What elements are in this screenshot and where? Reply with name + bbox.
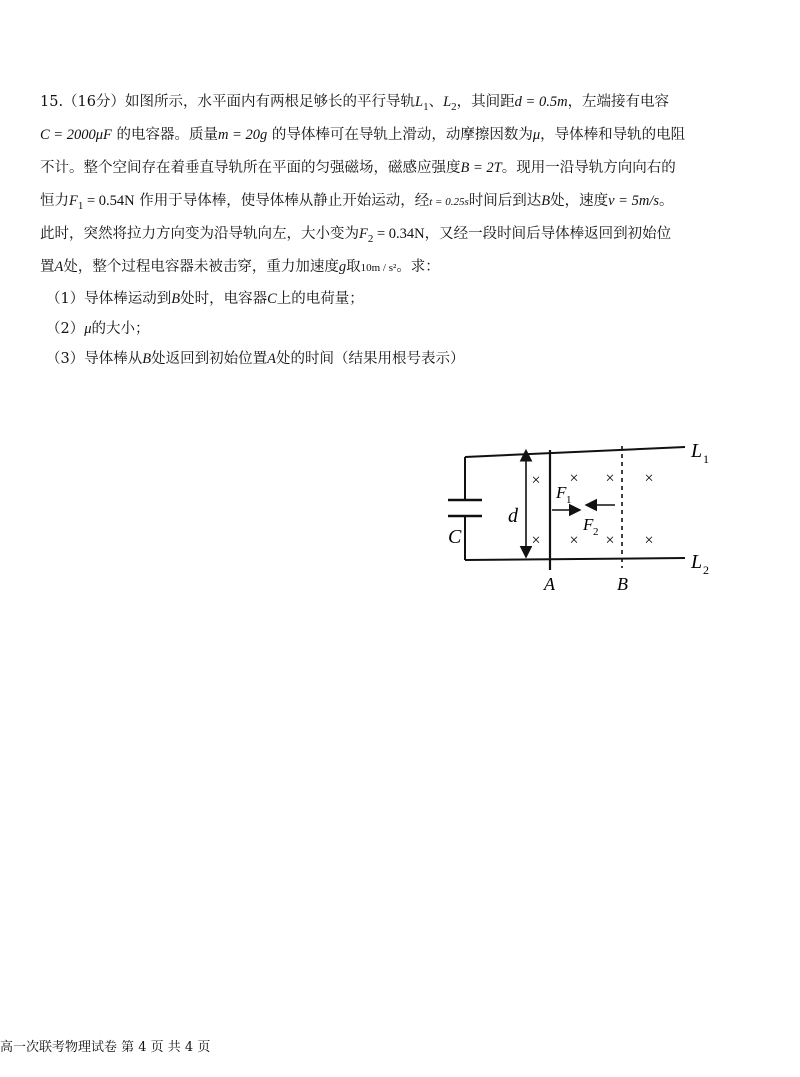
label-l2: L: [691, 551, 703, 573]
capacitance-value: C = 2000μF: [40, 127, 112, 143]
problem-line-4: 恒力$F_1 = 0.54N$ 作用于导体棒，使导体棒从静止开始运动，经t = 0.25s时间后到达B处，速度v = 5m/s。: [40, 193, 674, 212]
mass-value: m = 20g: [217, 127, 268, 143]
field-cross: ×: [569, 532, 579, 549]
label-f1-sub: 1: [566, 494, 572, 506]
label-l1-sub: 1: [703, 452, 709, 466]
label-b: B: [617, 574, 628, 594]
rail-l1: [465, 447, 685, 457]
field-cross: ×: [605, 532, 615, 549]
field-cross: ×: [644, 532, 654, 549]
problem-line-2: C = 2000μF 的电容器。质量m = 20g 的导体棒可在导轨上滑动，动摩擦因数为μ，导体棒和导轨的电阻: [40, 127, 686, 143]
question-2: （2）μ的大小；: [46, 321, 150, 337]
label-f2: F: [583, 515, 594, 534]
label-c: C: [448, 526, 462, 548]
force1-value: = 0.54N: [83, 193, 135, 209]
gravity-value: 10m / s²: [360, 262, 397, 274]
rail-l2: [465, 558, 685, 560]
field-strength-value: B = 2T: [460, 160, 502, 176]
field-cross: ×: [531, 532, 541, 549]
label-l1: L: [691, 440, 703, 462]
question-3: （3）导体棒从B处返回到初始位置A处的时间（结果用根号表示）: [46, 351, 465, 367]
field-cross: ×: [569, 470, 579, 487]
problem-15: [40, 86, 762, 374]
problem-line-5: 此时，突然将拉力方向变为沿导轨向左，大小变为$F_2 = 0.34N$，又经一段时间后导体棒返回到初始位: [40, 226, 672, 245]
force2-value: = 0.34N: [373, 226, 425, 242]
label-d: d: [508, 505, 518, 527]
velocity-value: v = 5m/s: [608, 193, 659, 209]
label-a: A: [544, 574, 555, 594]
page-footer: 高一次联考物理试卷 第 4 页 共 4 页: [0, 1040, 211, 1055]
time-value: t = 0.25s: [429, 196, 469, 208]
circuit-diagram: [440, 440, 740, 600]
field-cross: ×: [644, 470, 654, 487]
problem-line-1: 15.（16分）如图所示，水平面内有两根足够长的平行导轨$L_1$、$L_2$，其间距d = 0.5m，左端接有电容: [40, 94, 670, 113]
circuit-figure: [440, 440, 740, 600]
field-cross: ×: [605, 470, 615, 487]
field-cross: ×: [531, 472, 541, 489]
label-l2-sub: 2: [703, 563, 709, 577]
problem-line-6: 置A处，整个过程电容器未被击穿，重力加速度g取10m / s²。求：: [40, 259, 440, 275]
question-1: （1）导体棒运动到B处时，电容器C上的电荷量；: [46, 291, 364, 307]
d-value: d = 0.5m: [514, 94, 568, 110]
label-f1: F: [556, 483, 567, 502]
label-f2-sub: 2: [593, 526, 599, 538]
problem-line-3: 不计。整个空间存在着垂直导轨所在平面的匀强磁场，磁感应强度B = 2T。现用一沿导轨方向向右的: [40, 160, 676, 176]
